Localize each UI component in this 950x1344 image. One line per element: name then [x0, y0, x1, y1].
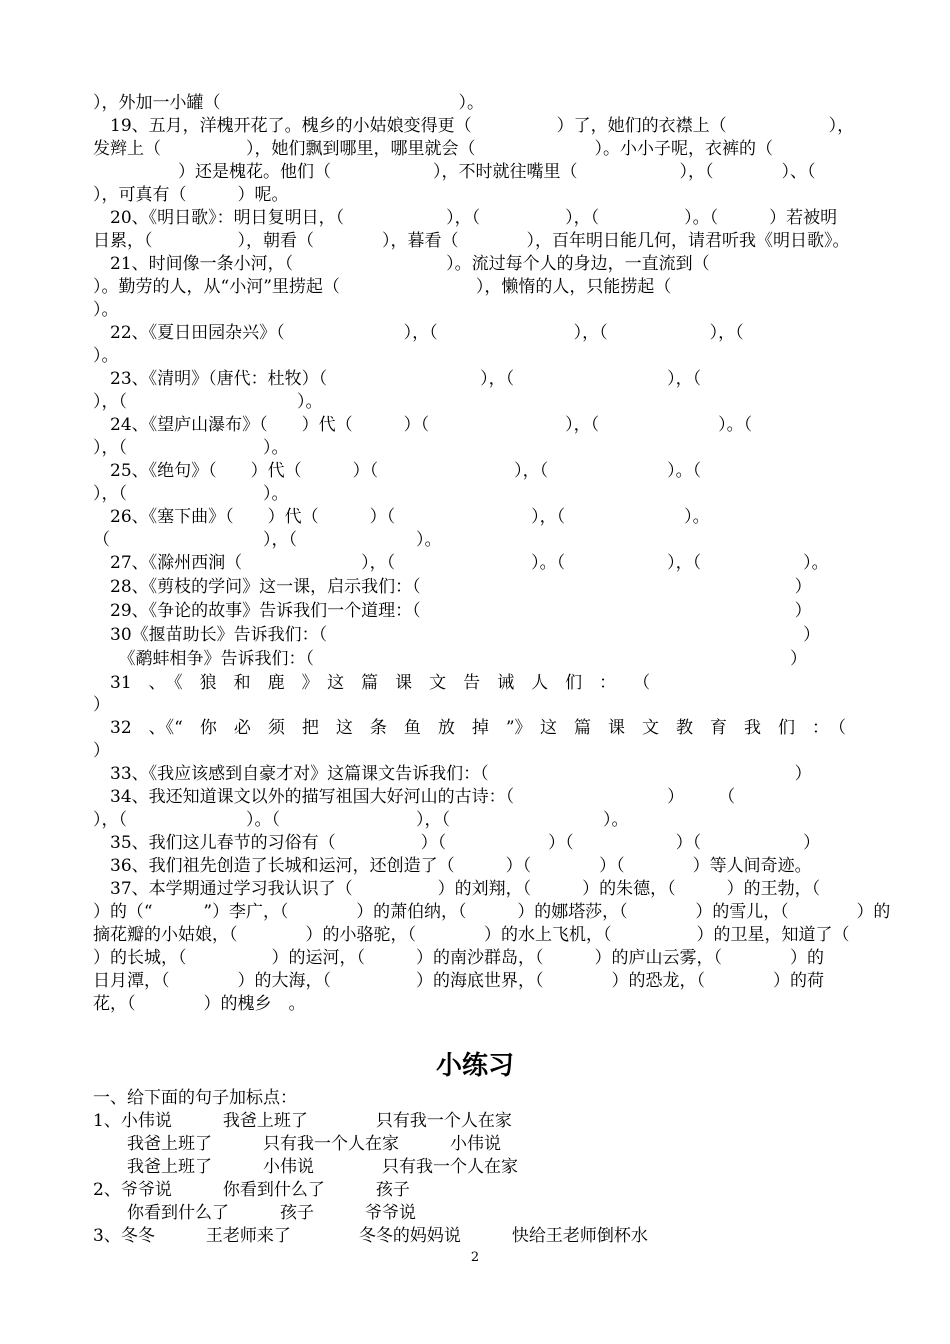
text-line: ），外加一小罐（ ）。 — [93, 93, 484, 113]
text-line: 24、《望庐山瀑布》（ ）代（ ）（ ），（ ）。（ — [93, 415, 753, 435]
text-line: 20、《明日歌》：明日复明日，（ ），（ ），（ ）。（ ）若被明 — [93, 208, 838, 228]
exercise-line: 2、爷爷说 你看到什么了 孩子 — [93, 1180, 410, 1200]
text-line: ） — [93, 695, 110, 715]
text-line: ）的（“ ”）李广，（ ）的萧伯纳，（ ）的娜塔莎，（ ）的雪儿，（ ）的 — [93, 902, 891, 922]
text-line: 30《揠苗助长》告诉我们：（ ） — [93, 625, 821, 645]
page-number: 2 — [470, 1250, 480, 1265]
text-line: 32 、《“ 你 必 须 把 这 条 鱼 放 掉 ”》 这 篇 课 文 教 育 我 们 ： （ — [93, 718, 847, 738]
text-line: ） — [93, 741, 110, 761]
text-line: 摘花瓣的小姑娘，（ ）的小骆驼，（ ）的水上飞机，（ ）的卫星，知道了（ — [93, 925, 850, 945]
text-line: ），（ ）。 — [93, 392, 323, 412]
text-line: ），（ ）。 — [93, 438, 289, 458]
text-line: 34、我还知道课文以外的描写祖国大好河山的古诗：（ ） （ — [93, 787, 736, 807]
text-line: 发辫上（ ），她们飘到哪里，哪里就会（ ）。小小子呢，衣裤的（ — [93, 139, 773, 159]
exercise-line: 我爸上班了 只有我一个人在家 小伟说 — [93, 1134, 501, 1154]
text-line: ）。勤劳的人，从“小河”里捞起（ ），懒惰的人，只能捞起（ — [93, 277, 672, 297]
exercise-line: 3、冬冬 王老师来了 冬冬的妈妈说 快给王老师倒杯水 — [93, 1226, 648, 1246]
text-line: 36、我们祖先创造了长城和运河，还创造了（ ）（ ）（ ）等人间奇迹。 — [93, 856, 812, 876]
text-line: 19、五月，洋槐开花了。槐乡的小姑娘变得更（ ）了，她们的衣襟上（ ）， — [93, 116, 855, 136]
text-line: 25、《绝句》（ ）代（ ）（ ），（ ）。（ — [93, 461, 702, 481]
exercise-line: 我爸上班了 小伟说 只有我一个人在家 — [93, 1157, 518, 1177]
section-title: 小练习 — [435, 1051, 514, 1081]
text-line: 23、《清明》（唐代：杜牧）（ ），（ ），（ — [93, 369, 702, 389]
text-line: 37、本学期通过学习我认识了（ ）的刘翔，（ ）的朱德，（ ）的王勃，（ — [93, 879, 821, 899]
text-line: ），（ ）。（ ），（ ）。 — [93, 810, 629, 830]
text-line: 35、我们这儿春节的习俗有（ ）（ ）（ ）（ ） — [93, 833, 821, 853]
text-line: 27、《滁州西涧（ ），（ ）。（ ），（ ）。 — [93, 553, 829, 573]
text-line: 33、《我应该感到自豪才对》这篇课文告诉我们：（ ） — [93, 764, 812, 784]
text-line: 日月潭，（ ）的大海，（ ）的海底世界，（ ）的恐龙，（ ）的荷 — [93, 971, 824, 991]
text-line: （ ），（ ）。 — [93, 530, 442, 550]
text-line: ），（ ）。 — [93, 484, 289, 504]
text-line: 花，（ ）的槐乡 。 — [93, 994, 306, 1014]
text-line: ），可真有（ ）呢。 — [93, 185, 289, 205]
text-line: ）的长城，（ ）的运河，（ ）的南沙群岛，（ ）的庐山云雾，（ ）的 — [93, 948, 824, 968]
text-line: 《鹬蚌相争》告诉我们：（ ） — [93, 649, 807, 669]
text-line: 日累，（ ），朝看（ ），暮看（ ），百年明日能几何，请君听我《明日歌》。 — [93, 231, 850, 251]
text-line: 21、时间像一条小河，（ ）。流过每个人的身边，一直流到（ — [93, 254, 710, 274]
text-line: ）。 — [93, 346, 119, 366]
text-line: ）还是槐花。他们（ ），不时就往嘴里（ ），（ ）、（ — [93, 162, 816, 182]
text-line: 28、《剪枝的学问》这一课，启示我们：（ ） — [93, 577, 812, 597]
exercise-line: 你看到什么了 孩子 爷爷说 — [93, 1203, 416, 1223]
text-line: 31 、 《 狼 和 鹿 》 这 篇 课 文 告 诫 人 们 ： （ — [93, 673, 651, 693]
text-line: 22、《夏日田园杂兴》（ ），（ ），（ ），（ — [93, 323, 744, 343]
text-line: 26、《塞下曲》（ ）代（ ）（ ），（ ）。 — [93, 507, 710, 527]
text-line: ）。 — [93, 300, 119, 320]
exercise-line: 1、小伟说 我爸上班了 只有我一个人在家 — [93, 1111, 512, 1131]
text-line: 29、《争论的故事》告诉我们一个道理：（ ） — [93, 601, 812, 621]
exercise-line: 一、给下面的句子加标点： — [93, 1088, 297, 1108]
